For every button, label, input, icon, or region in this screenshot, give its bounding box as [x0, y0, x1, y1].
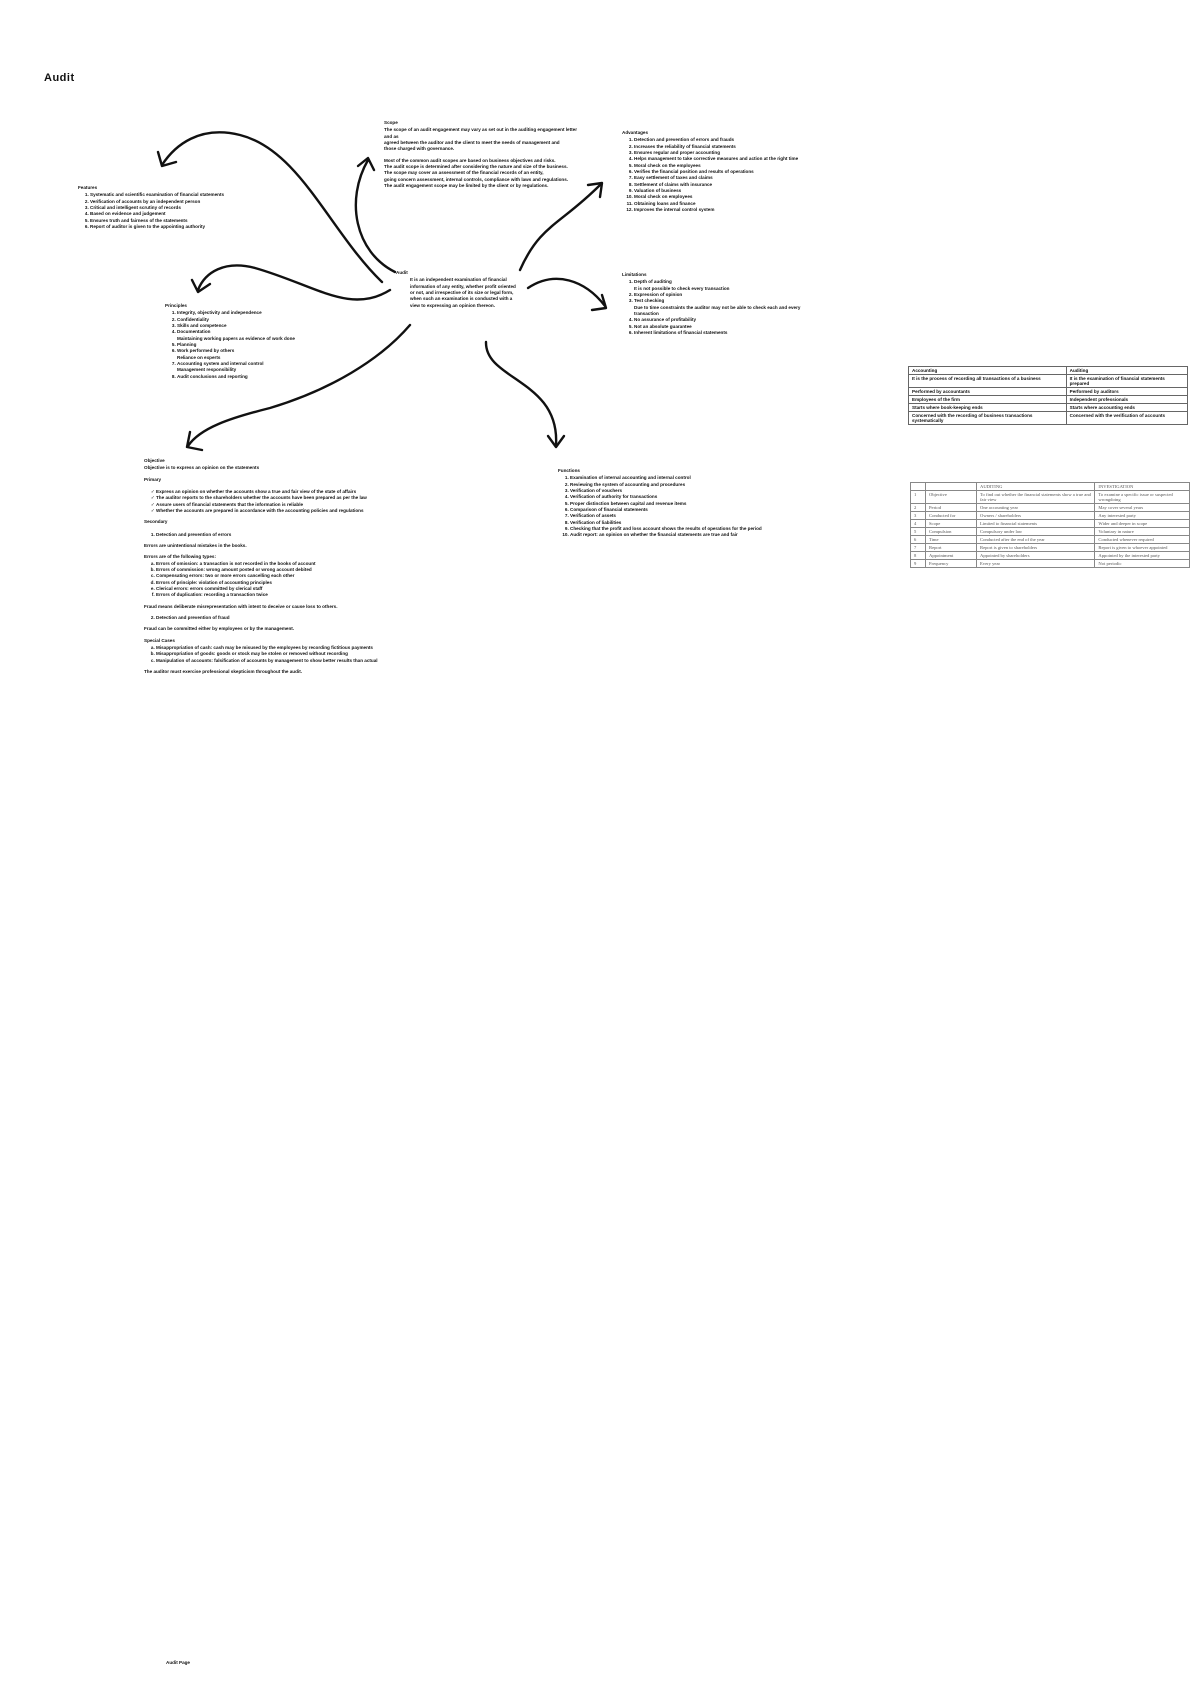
objective-closing: The auditor must exercise professional skepticism throughout the audit.: [144, 668, 303, 674]
scope-line: The scope may cover an assessment of the financial records of an entity,: [384, 170, 544, 176]
scope-line: The scope of an audit engagement may vary as set out in the auditing engagement letter and as: [384, 127, 577, 139]
advantages-heading: Advantages: [622, 130, 649, 135]
principles-item: 5. Planning: [177, 342, 365, 348]
special-case-item: c. Manipulation of accounts: falsification of accounts by management to show better results than actual: [156, 658, 429, 664]
principles-item: 1. Integrity, objectivity and independence: [177, 310, 365, 316]
functions-item: 6. Comparison of financial statements: [570, 507, 823, 513]
objective-intro: Objective is to express an opinion on the statements: [144, 465, 260, 471]
features-item: 3. Critical and intelligent scrutiny of records: [90, 205, 278, 211]
error-type-item: a. Errors of omission: a transaction is not recorded in the books of account: [156, 561, 429, 567]
limitations-item: 5. Not an absolute guarantee: [634, 324, 822, 330]
audit-line: view to expressing an opinion thereon.: [410, 302, 495, 308]
table-row: Starts where book-keeping ends Starts where accounting ends: [909, 404, 1188, 412]
features-item: 4. Based on evidence and judgement: [90, 211, 278, 217]
table-row: Employees of the firm Independent professionals: [909, 396, 1188, 404]
features-section: [78, 185, 278, 230]
principles-subitem: Maintaining working papers as evidence of work done: [177, 335, 295, 341]
advantages-item: 2. Increases the reliability of financial statements: [634, 144, 822, 150]
table-row: It is the process of recording all transactions of a business It is the examination of financial statements prepared: [909, 375, 1188, 388]
scope-line: Most of the common audit scopes are based on business objectives and risks.: [384, 157, 556, 163]
primary-heading: Primary: [144, 476, 162, 482]
advantages-item: 5. Moral check on the employees: [634, 163, 822, 169]
limitations-item: 6. Inherent limitations of financial statements: [634, 330, 822, 336]
scope-line: going concern assessment, internal controls, compliance with laws and regulations.: [384, 176, 569, 182]
arrow-to-principles: [198, 265, 390, 299]
principles-heading: Principles: [165, 303, 187, 308]
limitations-section: [622, 272, 822, 336]
scope-heading: Scope: [384, 120, 398, 125]
features-item: 5. Ensures truth and fairness of the statements: [90, 218, 278, 224]
primary-item: ✓ Express an opinion on whether the accounts show a true and fair view of the state of affairs: [156, 489, 429, 495]
table-row: 8 Appointment Appointed by shareholders Appointed by the interested party: [911, 552, 1190, 560]
functions-item: 5. Proper distinction between capital and revenue items: [570, 501, 823, 507]
objective-section: [144, 458, 429, 675]
special-case-item: b. Misappropriation of goods: goods or stock may be stolen or removed without recording: [156, 651, 429, 657]
audit-line: or not, and irrespective of its size or legal form,: [410, 289, 514, 295]
functions-item: 9. Checking that the profit and loss account shows the results of operations for the period: [570, 526, 823, 532]
error-type-item: b. Errors of commission: wrong amount posted or wrong account debited: [156, 567, 429, 573]
table-row: Concerned with the recording of business transactions systematically Concerned with the verification of accounts: [909, 412, 1188, 425]
audit-line: when such an examination is conducted with a: [410, 296, 513, 302]
scope-line: The audit scope is determined after considering the nature and size of the business.: [384, 163, 568, 169]
error-type-item: c. Compensating errors: two or more errors cancelling each other: [156, 573, 429, 579]
principles-item: 2. Confidentiality: [177, 317, 365, 323]
table-header: AUDITING: [977, 483, 1095, 491]
table-row: Performed by accountants Performed by auditors: [909, 388, 1188, 396]
scope-line: agreed between the auditor and the client to meet the needs of management and: [384, 139, 560, 145]
scope-line: The audit engagement scope may be limited by the client or by regulations.: [384, 182, 549, 188]
limitations-item: 4. No assurance of profitability: [634, 317, 822, 323]
principles-item: 8. Audit conclusions and reporting: [177, 374, 365, 380]
objective-heading: Objective: [144, 458, 165, 463]
error-type-item: d. Errors of principle: violation of accounting principles: [156, 580, 429, 586]
scope-line: those charged with governance.: [384, 146, 455, 152]
limitations-heading: Limitations: [622, 272, 647, 277]
errors-intro: Errors are unintentional mistakes in the books.: [144, 542, 247, 548]
table-row: 7 Report Report is given to shareholders Report is given to whoever appointed: [911, 544, 1190, 552]
error-type-item: f. Errors of duplication: recording a transaction twice: [156, 592, 429, 598]
functions-item: 1. Examination of internal accounting and internal control: [570, 475, 823, 481]
principles-item: 3. Skills and competence: [177, 323, 365, 329]
features-item: 2. Verification of accounts by an independent person: [90, 199, 278, 205]
limitations-item: 2. Expression of opinion: [634, 292, 822, 298]
fraud-item: 2. Detection and prevention of fraud: [156, 615, 429, 621]
special-case-item: a. Misappropriation of cash: cash may be misused by the employees by recording fictitious payments: [156, 645, 429, 651]
table-row: 9 Frequency Every year Not periodic: [911, 560, 1190, 568]
arrow-to-functions: [486, 342, 556, 445]
advantages-section: [622, 130, 822, 213]
features-heading: Features: [78, 185, 98, 190]
principles-item: 7. Accounting system and internal control Management responsibility: [177, 361, 365, 374]
principles-item: 6. Work performed by others Reliance on experts: [177, 348, 365, 361]
advantages-item: 4. Helps management to take corrective measures and action at the right time: [634, 156, 822, 162]
advantages-item: 1. Detection and prevention of errors and frauds: [634, 137, 822, 143]
advantages-item: 3. Ensures regular and proper accounting: [634, 150, 822, 156]
page-footer: Audit Page: [166, 1660, 190, 1665]
table-row: 2 Period One accounting year May cover several years: [911, 504, 1190, 512]
features-item: 1. Systematic and scientific examination of financial statements: [90, 192, 278, 198]
arrow-to-limitations: [528, 279, 605, 306]
audit-definition: [396, 270, 516, 309]
primary-item: ✓ Whether the accounts are prepared in accordance with the accounting policies and regulations: [156, 508, 429, 514]
functions-item: 10. Audit report: an opinion on whether the financial statements are true and fair: [570, 532, 823, 538]
table-header: Accounting: [909, 367, 1067, 375]
advantages-item: 8. Settlement of claims with insurance: [634, 182, 822, 188]
limitations-item: 3. Test checking Due to time constraints the auditor may not be able to check each and every transaction: [634, 298, 822, 317]
limitations-subitem: Due to time constraints the auditor may not be able to check each and every transaction: [634, 304, 801, 316]
advantages-item: 12. Improves the internal control system: [634, 207, 822, 213]
principles-subitem: Reliance on experts: [177, 354, 221, 360]
functions-item: 2. Reviewing the system of accounting and procedures: [570, 482, 823, 488]
table-row: 1 Objective To find out whether the financial statements show a true and fair view To examine a specific issue or suspected wrongdoing: [911, 491, 1190, 504]
functions-item: 7. Verification of assets: [570, 513, 823, 519]
primary-item: ✓ The auditor reports to the shareholders whether the accounts have been prepared as per the law: [156, 495, 429, 501]
fraud-note: Fraud can be committed either by employees or by the management.: [144, 626, 295, 632]
advantages-item: 7. Easy settlement of taxes and claims: [634, 175, 822, 181]
features-item: 6. Report of auditor is given to the appointing authority: [90, 224, 278, 230]
accounting-auditing-table: [908, 366, 1188, 425]
special-cases-heading: Special Cases: [144, 637, 175, 643]
primary-item: ✓ Assure users of financial statements that the information is reliable: [156, 502, 429, 508]
functions-heading: Functions: [558, 468, 580, 473]
functions-item: 3. Verification of vouchers: [570, 488, 823, 494]
functions-item: 8. Verification of liabilities: [570, 520, 823, 526]
secondary-heading: Secondary: [144, 519, 168, 525]
advantages-item: 10. Moral check on employees: [634, 194, 822, 200]
advantages-item: 11. Obtaining loans and finance: [634, 201, 822, 207]
scope-section: [384, 120, 584, 189]
table-row: 4 Scope Limited to financial statements Wider and deeper in scope: [911, 520, 1190, 528]
table-row: 3 Conducted for Owners / shareholders Any interested party: [911, 512, 1190, 520]
secondary-item: 1. Detection and prevention of errors: [156, 532, 429, 538]
errors-types-heading: Errors are of the following types:: [144, 554, 216, 560]
auditing-investigation-table: [910, 482, 1190, 568]
arrow-to-advantages: [520, 185, 600, 270]
table-row: 5 Compulsion Compulsory under law Voluntary in nature: [911, 528, 1190, 536]
table-header: Auditing: [1066, 367, 1187, 375]
error-type-item: e. Clerical errors: errors committed by clerical staff: [156, 586, 429, 592]
fraud-intro: Fraud means deliberate misrepresentation with intent to deceive or cause loss to others.: [144, 603, 338, 609]
functions-item: 4. Verification of authority for transactions: [570, 494, 823, 500]
limitations-subitem: It is not possible to check every transaction: [634, 285, 730, 291]
limitations-item: 1. Depth of auditing It is not possible to check every transaction: [634, 279, 822, 292]
advantages-item: 6. Verifies the financial position and results of operations: [634, 169, 822, 175]
page-title: Audit: [44, 72, 75, 84]
functions-section: [558, 468, 823, 539]
table-row: 6 Time Conducted after the end of the year Conducted whenever required: [911, 536, 1190, 544]
principles-subitem: Management responsibility: [177, 367, 237, 373]
advantages-item: 9. Valuation of business: [634, 188, 822, 194]
audit-heading: Audit: [396, 270, 408, 275]
audit-line: information of any entity, whether profit oriented: [410, 283, 516, 289]
principles-section: [165, 303, 365, 380]
principles-item: 4. Documentation Maintaining working papers as evidence of work done: [177, 329, 365, 342]
table-header: INVESTIGATION: [1095, 483, 1190, 491]
audit-line: It is an independent examination of financial: [410, 277, 507, 283]
